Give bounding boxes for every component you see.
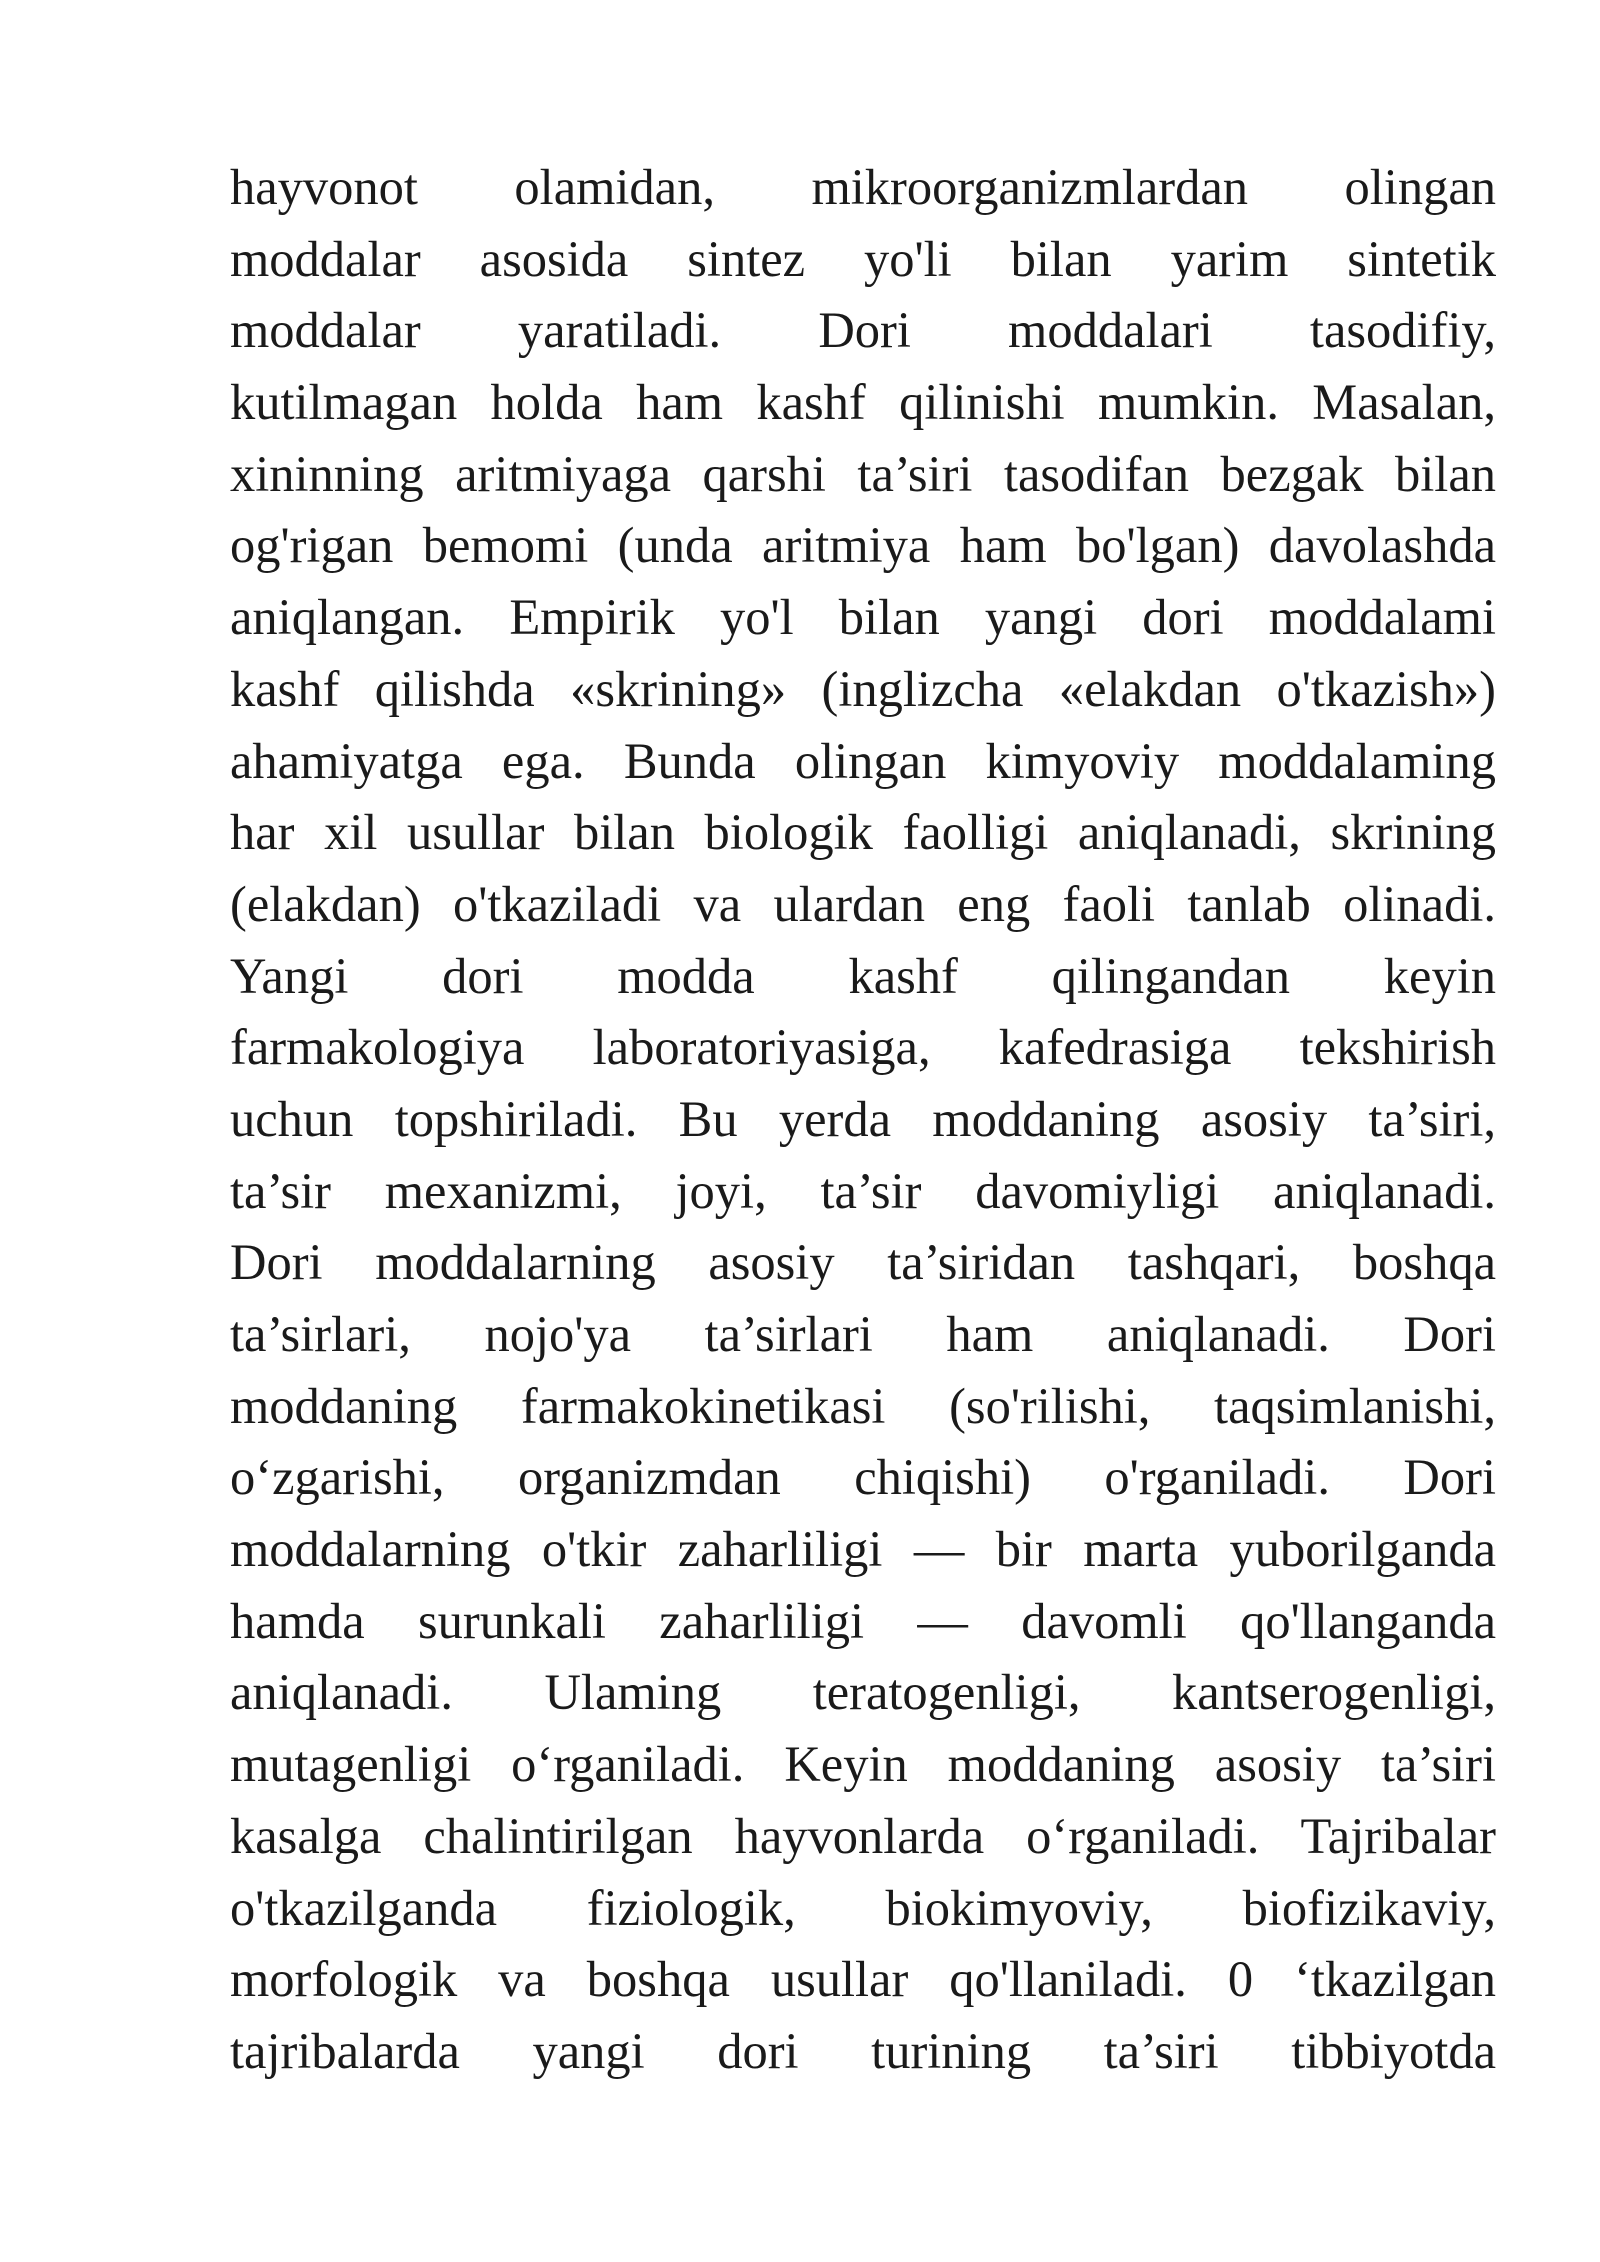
text-line: har xil usullar bilan biologik faolligi aniqlanadi, skrining	[230, 804, 1496, 861]
text-line: tajribalarda yangi dori turining ta’siri tibbiyotda	[230, 2022, 1496, 2079]
text-line: moddalarning o'tkir zaharliligi — bir marta yuborilganda	[230, 1521, 1496, 1578]
text-line: kutilmagan holda ham kashf qilinishi mumkin. Masalan,	[230, 374, 1496, 431]
text-line: moddalar asosida sintez yo'li bilan yarim sintetik	[230, 230, 1496, 287]
body-paragraph	[230, 152, 1496, 2088]
text-line: morfologik va boshqa usullar qo'llaniladi. 0 ‘tkazilgan	[230, 1951, 1496, 2008]
text-line: aniqlangan. Empirik yo'l bilan yangi dori moddalami	[230, 589, 1496, 646]
text-line: Yangi dori modda kashf qilingandan keyin	[230, 947, 1496, 1004]
text-line: xininning aritmiyaga qarshi ta’siri tasodifan bezgak bilan	[230, 445, 1496, 502]
text-line: Dori moddalarning asosiy ta’siridan tashqari, boshqa	[230, 1234, 1496, 1291]
text-line: hamda surunkali zaharliligi — davomli qo'llanganda	[230, 1592, 1496, 1649]
text-line: o'tkazilganda fiziologik, biokimyoviy, biofizikaviy,	[230, 1879, 1496, 1936]
text-line: kashf qilishda «skrining» (inglizcha «elakdan o'tkazish»)	[230, 660, 1496, 717]
text-line: kasalga chalintirilgan hayvonlarda o‘rganiladi. Tajribalar	[230, 1807, 1496, 1864]
text-line: moddaning farmakokinetikasi (so'rilishi, taqsimlanishi,	[230, 1377, 1496, 1434]
text-line: mutagenligi o‘rganiladi. Keyin moddaning asosiy ta’siri	[230, 1736, 1496, 1793]
text-line: o‘zgarishi, organizmdan chiqishi) o'rganiladi. Dori	[230, 1449, 1496, 1506]
text-line: hayvonot olamidan, mikroorganizmlardan olingan	[230, 159, 1496, 215]
text-line: (elakdan) o'tkaziladi va ulardan eng faoli tanlab olinadi.	[230, 875, 1496, 932]
text-line: ta’sir mexanizmi, joyi, ta’sir davomiyligi aniqlanadi.	[230, 1162, 1496, 1219]
text-line: uchun topshiriladi. Bu yerda moddaning asosiy ta’siri,	[230, 1090, 1496, 1147]
text-line: og'rigan bemomi (unda aritmiya ham bo'lgan) davolashda	[230, 517, 1496, 574]
text-line: aniqlanadi. Ulaming teratogenligi, kantserogenligi,	[230, 1664, 1496, 1721]
text-line: moddalar yaratiladi. Dori moddalari tasodifiy,	[230, 302, 1496, 359]
text-line: ahamiyatga ega. Bunda olingan kimyoviy moddalaming	[230, 732, 1496, 789]
text-line: farmakologiya laboratoriyasiga, kafedrasiga tekshirish	[230, 1019, 1496, 1076]
text-line: ta’sirlari, nojo'ya ta’sirlari ham aniqlanadi. Dori	[230, 1306, 1496, 1362]
